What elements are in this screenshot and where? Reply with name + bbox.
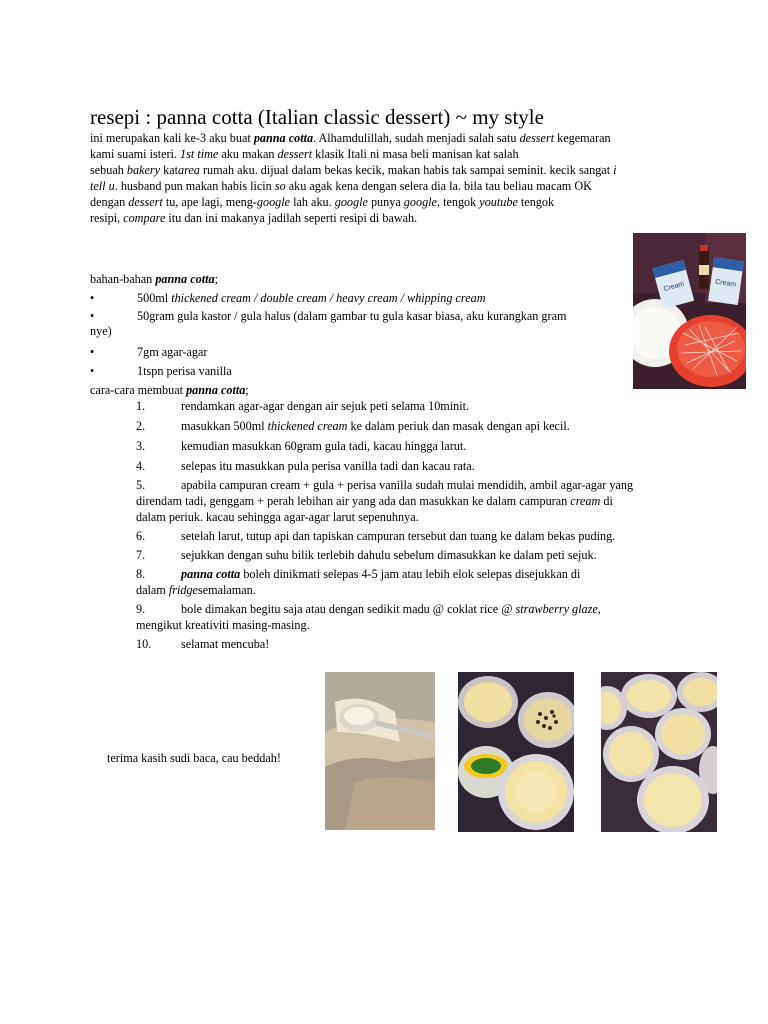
spoon-photo <box>325 672 435 830</box>
emphasis: area <box>178 163 200 177</box>
emphasis: fridge <box>168 583 198 597</box>
emphasis: google <box>256 195 291 209</box>
intro-line <box>90 178 680 194</box>
step-number: 1. <box>136 399 146 413</box>
emphasis: panna cotta <box>155 272 215 286</box>
text: bole dimakan begitu saja atau dengan sedikit madu @ coklat rice @ <box>181 602 516 616</box>
text: dalam <box>136 583 169 597</box>
text: aku makan <box>218 147 278 161</box>
step-number: 2. <box>136 419 146 433</box>
text: , tengok <box>436 195 480 209</box>
text: kami suami isteri. <box>90 147 181 161</box>
text: resipi, <box>90 211 124 225</box>
text: itu dan ini makanya jadilah seperti resipi di bawah. <box>165 211 418 225</box>
emphasis: panna cotta <box>253 131 314 145</box>
step-number: 6. <box>136 529 146 543</box>
product-label: Cream <box>662 280 686 293</box>
text: mengikut kreativiti masing-masing. <box>136 618 310 632</box>
text: 1tspn perisa vanilla <box>137 364 232 378</box>
text: . husband pun makan habis licin <box>114 179 275 193</box>
text: ini merupakan kali ke-3 aku buat <box>90 131 254 145</box>
text: ke dalam periuk dan masak dengan api kecil. <box>347 419 570 433</box>
text: bahan-bahan <box>90 272 156 286</box>
ingredients-heading <box>90 271 218 287</box>
text: dalam periuk. kacau sehingga agar-agar larut sepenuhnya. <box>136 510 419 524</box>
text: tengok <box>517 195 555 209</box>
text: ; <box>245 383 249 397</box>
emphasis: google <box>403 195 437 209</box>
intro-line <box>90 210 680 226</box>
intro-line <box>90 194 680 210</box>
step-number: 5. <box>136 478 146 492</box>
emphasis: 1st time <box>180 147 219 161</box>
text: nye) <box>90 324 112 338</box>
text: di <box>600 494 613 508</box>
emphasis: thickened cream / double cream / heavy cream / whipping cream <box>171 291 486 305</box>
bullet-icon: • <box>90 291 95 305</box>
text: kemudian masukkan 60gram gula tadi, kacau hingga larut. <box>181 439 467 453</box>
intro-line <box>90 146 680 162</box>
emphasis: compare <box>123 211 166 225</box>
text: lah aku. <box>290 195 335 209</box>
emphasis: dessert <box>128 195 163 209</box>
emphasis: panna cotta <box>181 567 241 581</box>
text: apabila campuran cream + gula + perisa vanilla sudah mulai mendidih, ambil agar-agar yang <box>181 478 634 492</box>
step-number: 8. <box>136 567 146 581</box>
intro-paragraph <box>90 130 680 226</box>
text: cara-cara membuat <box>90 383 187 397</box>
text: punya <box>367 195 404 209</box>
text: masukkan 500ml <box>181 419 268 433</box>
bullet-icon: • <box>90 345 95 359</box>
text: tu, ape lagi, meng- <box>162 195 257 209</box>
text: selamat mencuba! <box>181 637 270 651</box>
text: 500ml <box>137 291 172 305</box>
step-number: 7. <box>136 548 146 562</box>
text: kat <box>160 163 178 177</box>
emphasis: youtube <box>479 195 518 209</box>
text: , <box>597 602 601 616</box>
text: klasik Itali ni masa beli manisan kat salah <box>312 147 519 161</box>
text: boleh dinikmati selepas 4-5 jam atau lebih elok selepas disejukkan di <box>240 567 581 581</box>
emphasis: google <box>334 195 368 209</box>
bullet-icon: • <box>90 309 95 323</box>
text: aku agak kena dengan selera dia la. bila tau beliau macam OK <box>285 179 592 193</box>
cups-photo <box>458 672 574 832</box>
emphasis: strawberry glaze <box>515 602 598 616</box>
emphasis: bakery <box>126 163 161 177</box>
text: 50gram gula kastor / gula halus (dalam gambar tu gula kasar biasa, aku kurangkan gram <box>137 309 567 323</box>
text: rendamkan agar-agar dengan air sejuk peti selama 10minit. <box>181 399 470 413</box>
emphasis: tell u <box>90 179 115 193</box>
text: selepas itu masukkan pula perisa vanilla tadi dan kacau rata. <box>181 459 475 473</box>
text: dengan <box>90 195 129 209</box>
emphasis: thickened cream <box>267 419 348 433</box>
bullet-icon: • <box>90 364 95 378</box>
text: 7gm agar-agar <box>137 345 208 359</box>
cups-photo-2 <box>601 672 717 832</box>
emphasis: i <box>613 163 617 177</box>
step-number: 3. <box>136 439 146 453</box>
text: . Alhamdulillah, sudah menjadi salah satu <box>313 131 520 145</box>
step-number: 9. <box>136 602 146 616</box>
text: kegemaran <box>554 131 611 145</box>
intro-line <box>90 130 680 146</box>
text: setelah larut, tutup api dan tapiskan campuran tersebut dan tuang ke dalam bekas puding. <box>181 529 616 543</box>
step-number: 4. <box>136 459 146 473</box>
emphasis: dessert <box>519 131 555 145</box>
emphasis: cream <box>570 494 601 508</box>
page-title: resepi : panna cotta (Italian classic dessert) ~ my style <box>90 105 544 129</box>
text: sejukkan dengan suhu bilik terlebih dahulu sebelum dimasukkan ke dalam peti sejuk. <box>181 548 597 562</box>
intro-line <box>90 162 680 178</box>
text: ; <box>214 272 218 286</box>
emphasis: panna cotta <box>186 383 246 397</box>
emphasis: dessert <box>277 147 313 161</box>
product-label: Cream <box>714 278 737 289</box>
closing-text: terima kasih sudi baca, cau beddah! <box>107 751 281 765</box>
ingredients-photo <box>633 233 746 389</box>
steps-heading <box>90 382 249 398</box>
emphasis: so <box>274 179 286 193</box>
text: direndam tadi, genggam + perah lebihan air yang ada dan masukkan ke dalam campuran <box>136 494 571 508</box>
text: sebuah <box>90 163 127 177</box>
text: rumah aku. dijual dalam bekas kecik, makan habis tak sampai seminit. kecik sangat <box>199 163 614 177</box>
step-number: 10. <box>136 637 152 651</box>
text: semalaman. <box>197 583 256 597</box>
